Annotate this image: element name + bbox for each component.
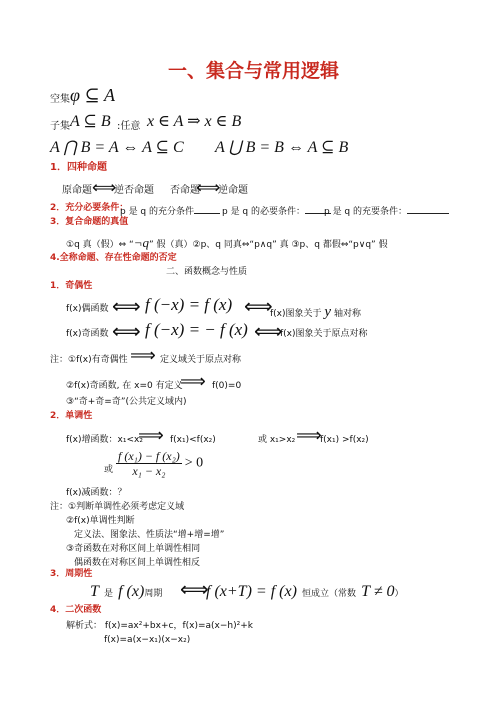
- contrapositive-proposition: 逆否命题: [114, 185, 154, 196]
- right-arrow-icon: ⟹: [130, 345, 156, 366]
- section-quantifier-heading: 4.全称命题、存在性命题的否定: [50, 253, 177, 263]
- parity-note-1: 注：①f(x)有奇偶性: [50, 355, 128, 365]
- union-formula: A ⋃ B = B ⇔ A ⊆ B: [215, 139, 349, 156]
- periodicity-statement: T 是 f (x)周期: [90, 583, 163, 600]
- right-arrow-icon: ⟹: [296, 425, 322, 446]
- odd-function-result: f(x)图象关于原点对称: [280, 329, 368, 339]
- parity-note-2-result: f(0)=0: [212, 381, 242, 391]
- quadratic-form-2: f(x)=a(x−x₁)(x−x₂): [104, 635, 191, 645]
- odd-function-expr: f (−x) = − f (x): [145, 320, 248, 339]
- iff-condition: p 是 q 的充要条件：: [324, 204, 449, 217]
- subset-note: :任意: [117, 121, 141, 132]
- periodicity-equation: f (x+T) = f (x) 恒成立（常数 T ≠ 0）: [206, 583, 404, 600]
- right-arrow-icon: ⟹: [138, 425, 164, 446]
- mono-note-4: ③奇函数在对称区间上单调性相同: [66, 544, 201, 554]
- parity-heading: 1．奇偶性: [50, 281, 93, 291]
- section-compound-heading: 3．复合命题的真值: [50, 217, 129, 227]
- quadratic-heading: 4．二次函数: [50, 605, 102, 615]
- mono-note-5: 偶函数在对称区间上单调性相反: [74, 558, 201, 568]
- difference-quotient: $\frac{\text{f (x₁) − f (x₂)}}{\text{x₁ − x₂}}$ > 0: [118, 449, 204, 478]
- increasing-function-def: f(x)增函数：x₁<x₂: [66, 435, 143, 445]
- quadratic-form-1: 解析式： f(x)=ax²+bx+c，f(x)=a(x−h)²+k: [66, 621, 253, 631]
- section-four-propositions-heading: 1．四种命题: [50, 162, 107, 173]
- empty-set-label: 空集: [50, 94, 70, 105]
- page-title: 一、集合与常用逻辑: [168, 60, 340, 82]
- parity-note-1-result: 定义域关于原点对称: [160, 355, 242, 365]
- increasing-alt-result: f(x₁) >f(x₂): [320, 435, 369, 445]
- subset-label: 子集: [50, 121, 70, 132]
- intersection-formula: A ⋂ B = A ⇔ A ⊆ C: [50, 139, 184, 156]
- right-arrow-icon: ⟹: [180, 371, 206, 392]
- parity-note-3: ③“奇+奇=奇”(公共定义域内): [66, 397, 187, 407]
- mono-note-2: ②f(x)单调性判断: [66, 516, 135, 526]
- converse-proposition: 逆命题: [218, 185, 248, 196]
- double-arrow-icon: ⟺: [92, 178, 117, 198]
- even-function-expr: f (−x) = f (x): [145, 295, 233, 314]
- section-conditions-heading: 2．充分必要条件：: [50, 203, 129, 213]
- increasing-or-label: 或: [104, 465, 114, 475]
- compound-truth-line: ①q 真（假）⇔ “¬q” 假（真）②p、q 同真⇔“p∧q” 真 ③p、q 都假⇔“p∨q” 假: [66, 235, 388, 250]
- increasing-function-result: f(x₁)<f(x₂): [170, 435, 216, 445]
- double-arrow-icon: ⟺: [196, 178, 221, 198]
- double-arrow-icon: ⟺: [254, 319, 283, 343]
- sufficient-condition: p 是 q 的充分条件: [120, 204, 220, 217]
- parity-note-2: ②f(x)奇函数, 在 x=0 有定义: [66, 381, 183, 391]
- subset-expr: A ⊆ B: [70, 113, 111, 130]
- empty-set-expr: φ ⊆ A: [70, 85, 116, 105]
- inverse-proposition: 否命题: [170, 185, 200, 196]
- double-arrow-icon: ⟺: [112, 294, 141, 318]
- decreasing-function-def: f(x)减函数：？: [66, 488, 127, 498]
- mono-note-1: 注：①判断单调性必须考虑定义域: [50, 502, 185, 512]
- double-arrow-icon: ⟺: [180, 577, 209, 601]
- double-arrow-icon: ⟺: [112, 319, 141, 343]
- necessary-condition: p 是 q 的必要条件：: [222, 204, 331, 217]
- original-proposition: 原命题: [62, 185, 92, 196]
- even-function-label: f(x)偶函数: [66, 304, 109, 314]
- periodicity-heading: 3．周期性: [50, 569, 93, 579]
- part-two-title: 二、函数概念与性质: [166, 267, 248, 277]
- even-function-result: f(x)图象关于 y 轴对称: [270, 304, 361, 320]
- monotonicity-heading: 2．单调性: [50, 411, 93, 421]
- increasing-alt-condition: 或 x₁>x₂: [258, 435, 296, 445]
- double-arrow-icon: ⟺: [244, 294, 273, 318]
- mono-note-3: 定义法、图象法、性质法“增+增=增”: [74, 530, 225, 540]
- odd-function-label: f(x)奇函数: [66, 329, 109, 339]
- subset-implication: x ∈ A ⇒ x ∈ B: [147, 113, 242, 130]
